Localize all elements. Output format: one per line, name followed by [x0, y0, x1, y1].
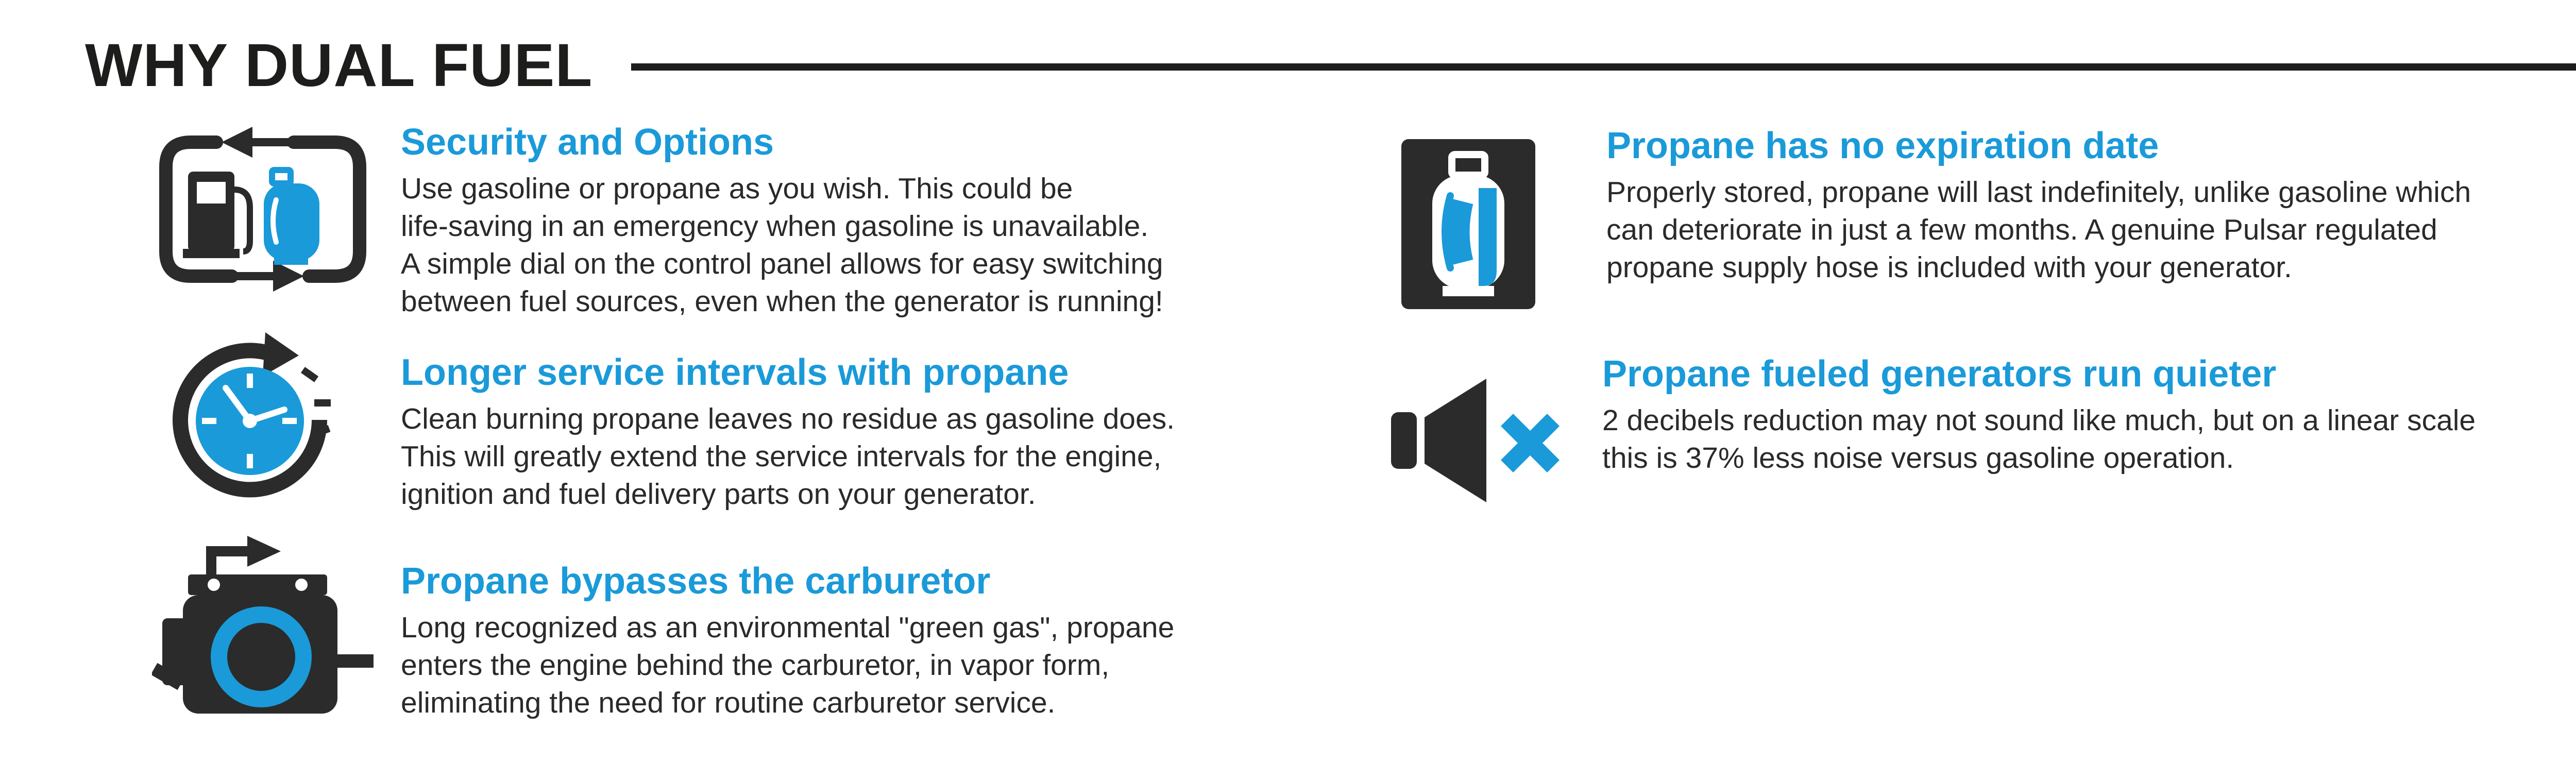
feature-title: Propane bypasses the carburetor	[401, 561, 991, 602]
propane-tank-icon	[1401, 139, 1535, 312]
description-line: eliminating the need for routine carburetor service.	[401, 686, 1056, 719]
description-line: Properly stored, propane will last indefinitely, unlike gasoline which	[1606, 176, 2471, 209]
feature-description	[1606, 174, 2471, 286]
clock-service-icon	[165, 332, 340, 510]
feature-title: Propane has no expiration date	[1606, 125, 2159, 166]
description-line: Clean burning propane leaves no residue as gasoline does.	[401, 402, 1175, 435]
description-line: 2 decibels reduction may not sound like much, but on a linear scale	[1602, 404, 2476, 437]
feature-description	[401, 400, 1175, 513]
description-line: Use gasoline or propane as you wish. This could be	[401, 172, 1073, 205]
description-line: enters the engine behind the carburetor, in vapor form,	[401, 649, 1110, 682]
fuel-switch-icon	[155, 123, 371, 300]
description-line: A simple dial on the control panel allows for easy switching	[401, 247, 1163, 280]
description-line: this is 37% less noise versus gasoline operation.	[1602, 442, 2234, 475]
feature-title: Longer service intervals with propane	[401, 352, 1069, 393]
description-line: ignition and fuel delivery parts on your generator.	[401, 478, 1036, 511]
page-title: WHY DUAL FUEL	[85, 31, 593, 99]
feature-description	[401, 609, 1174, 722]
title-rule	[631, 63, 2576, 71]
carburetor-icon	[152, 536, 379, 724]
feature-description	[401, 170, 1163, 320]
feature-description	[1602, 402, 2476, 477]
description-line: This will greatly extend the service intervals for the engine,	[401, 440, 1162, 473]
description-line: can deteriorate in just a few months. A genuine Pulsar regulated	[1606, 213, 2437, 246]
description-line: Long recognized as an environmental "green gas", propane	[401, 611, 1175, 644]
section-header	[85, 28, 2576, 106]
feature-title: Propane fueled generators run quieter	[1602, 353, 2277, 395]
feature-title: Security and Options	[401, 122, 774, 163]
mute-speaker-icon	[1391, 379, 1566, 505]
description-line: between fuel sources, even when the generator is running!	[401, 285, 1163, 318]
description-line: life-saving in an emergency when gasoline is unavailable.	[401, 210, 1149, 243]
description-line: propane supply hose is included with your generator.	[1606, 251, 2292, 284]
